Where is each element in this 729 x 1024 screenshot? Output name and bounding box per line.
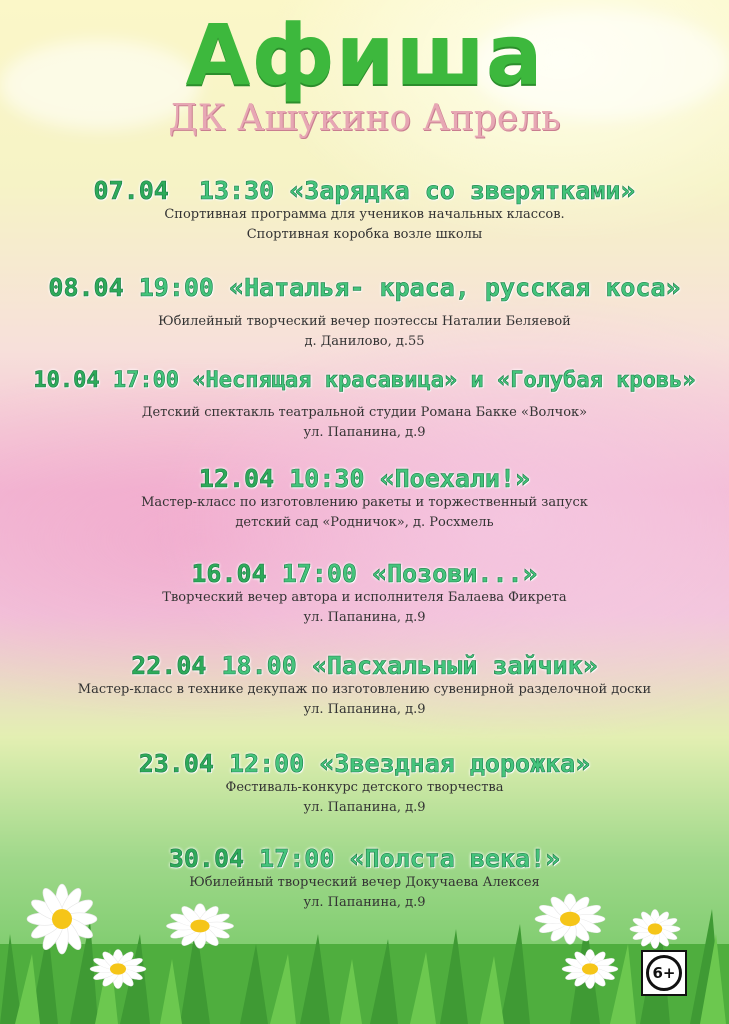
event-description: Детский спектакль театральной студии Романа Бакке «Волчок» — [141, 405, 588, 420]
event-description: Юбилейный творческий вечер поэтессы Наталии Беляевой — [158, 314, 571, 329]
event-time: 10:30 — [289, 464, 365, 493]
event-location: Спортивная коробка возле школы — [246, 227, 483, 242]
event-time: 17:00 — [281, 559, 357, 588]
event-heading — [0, 273, 729, 302]
event-item — [0, 559, 729, 628]
poster-title: Афиша — [185, 6, 544, 104]
event-description: Спортивная программа для учеников начальных классов. — [164, 207, 565, 222]
age-rating-label: 6+ — [646, 955, 682, 991]
event-heading — [0, 651, 729, 680]
event-name: «Звездная дорожка» — [319, 749, 591, 778]
event-time: 19:00 — [138, 273, 214, 302]
event-location: ул. Папанина, д.9 — [303, 895, 426, 910]
event-heading — [0, 559, 729, 588]
age-rating-badge — [641, 950, 687, 996]
event-date: 30.04 — [168, 844, 245, 873]
event-date: 12.04 — [198, 464, 275, 493]
event-description: Мастер-класс по изготовлению ракеты и торжественный запуск — [141, 495, 588, 510]
event-location: ул. Папанина, д.9 — [303, 610, 426, 625]
event-date: 22.04 — [131, 651, 207, 680]
event-time: 12:00 — [229, 749, 305, 778]
event-description: Творческий вечер автора и исполнителя Балаева Фикрета — [162, 590, 567, 605]
event-item — [0, 464, 729, 533]
event-heading — [0, 844, 729, 873]
grass-and-daisies-decoration — [0, 874, 729, 1024]
event-time: 18.00 — [221, 651, 297, 680]
event-location: ул. Папанина, д.9 — [303, 800, 426, 815]
event-item — [0, 749, 729, 818]
event-name: «Неспящая красавица» и «Голубая кровь» — [192, 368, 696, 393]
event-item — [0, 273, 729, 352]
event-item — [0, 368, 729, 443]
event-description: Мастер-класс в технике декупаж по изготовлению сувенирной разделочной доски — [77, 682, 652, 697]
event-heading — [0, 749, 729, 778]
event-item — [0, 176, 729, 245]
event-name: «Наталья- краса, русская коса» — [229, 273, 681, 302]
event-location: ул. Папанина, д.9 — [303, 702, 426, 717]
poster-subtitle: ДК Ашукино Апрель — [168, 98, 561, 139]
event-location: детский сад «Родничок», д. Росхмель — [235, 515, 494, 530]
event-date: 07.04 — [93, 176, 169, 205]
event-location: ул. Папанина, д.9 — [303, 425, 426, 440]
event-name: «Поехали!» — [379, 464, 531, 493]
event-date: 08.04 — [48, 273, 124, 302]
event-name: «Позови...» — [372, 559, 538, 588]
event-heading — [0, 368, 729, 393]
event-description: Юбилейный творческий вечер Докучаева Алексея — [189, 875, 540, 890]
event-heading — [0, 464, 729, 493]
event-name: «Полста века!» — [349, 844, 561, 873]
event-description: Фестиваль-конкурс детского творчества — [225, 780, 504, 795]
event-time: 17:00 — [112, 368, 180, 393]
event-date: 10.04 — [33, 368, 100, 393]
event-item — [0, 651, 729, 720]
event-date: 23.04 — [138, 749, 214, 778]
event-time: 13:30 — [198, 176, 275, 205]
event-location: д. Данилово, д.55 — [304, 334, 425, 349]
event-time: 17:00 — [259, 844, 335, 873]
event-date: 16.04 — [191, 559, 267, 588]
event-name: «Пасхальный зайчик» — [311, 651, 598, 680]
event-name: «Зарядка со зверятками» — [289, 176, 636, 205]
event-heading — [0, 176, 729, 205]
